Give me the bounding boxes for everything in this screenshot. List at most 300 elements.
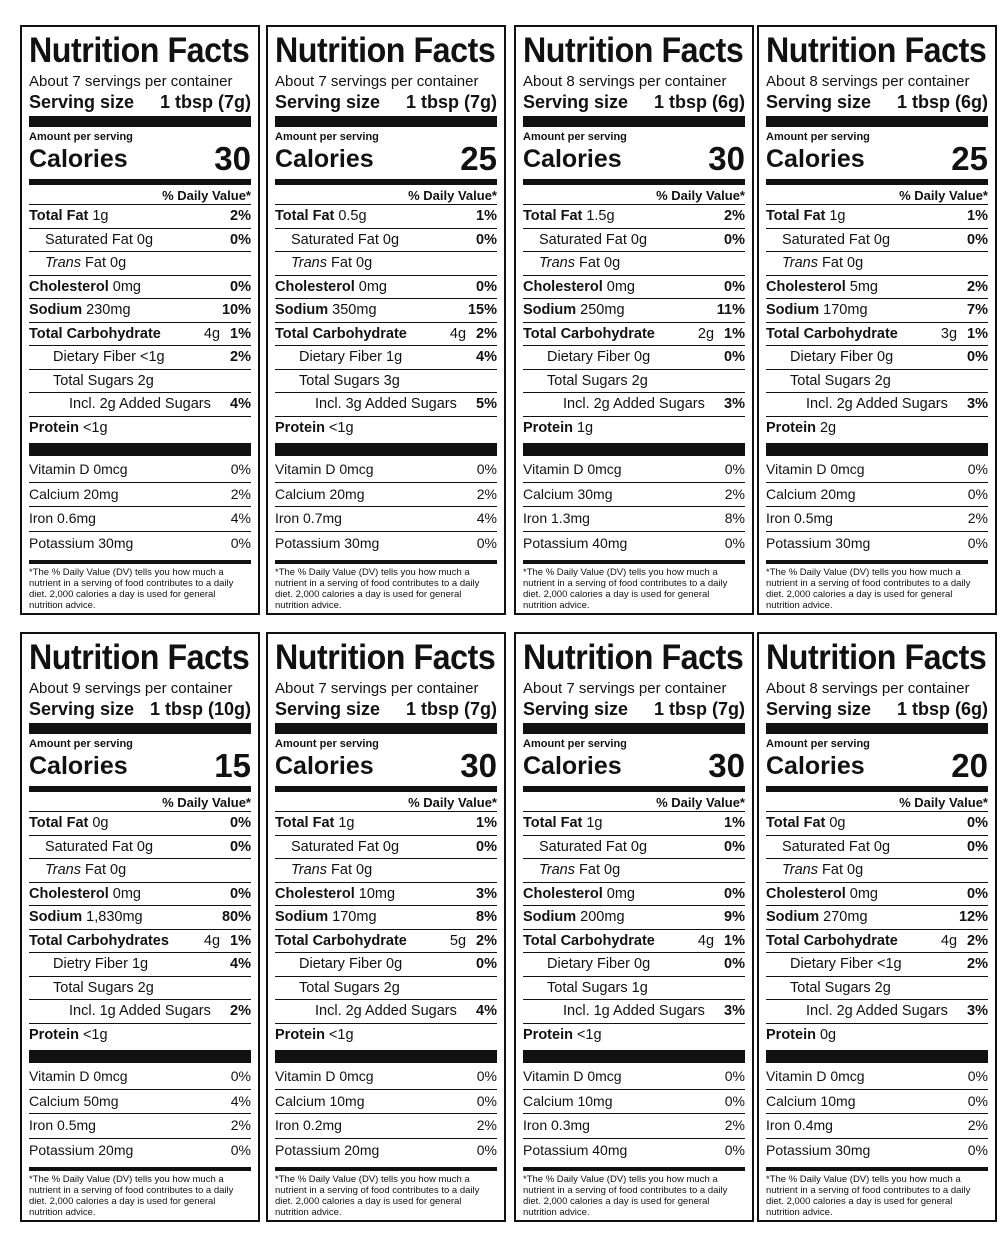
sodium-row [523, 906, 745, 930]
daily-value: 3% [724, 1003, 745, 1019]
nutrient-text: Calcium 20mg [275, 485, 365, 502]
carbohydrate-row [766, 930, 988, 954]
vitamins-section [766, 458, 988, 555]
daily-value: 4% [230, 396, 251, 412]
daily-value: 0% [724, 1141, 745, 1158]
daily-value: 2% [476, 325, 497, 342]
daily-value: 0% [724, 231, 745, 248]
daily-value: 0% [230, 885, 251, 902]
nutrient-name: Total Fat [766, 815, 826, 831]
calories-label: Calories [523, 145, 622, 173]
daily-value: 1% [967, 325, 988, 342]
amount-per-serving: Amount per serving [29, 738, 133, 750]
servings-per-container: About 8 servings per container [766, 73, 970, 90]
nutrient-text: Calcium 10mg [766, 1092, 856, 1109]
serving-size-row [275, 91, 497, 113]
calories-value: 15 [214, 747, 251, 784]
daily-value: 5% [476, 396, 497, 412]
nutrient-amount: 4g [203, 932, 221, 949]
nutrient-text: Incl. 1g Added Sugars [69, 1003, 211, 1019]
nutrient-text: Dietary Fiber 0g [547, 956, 651, 972]
nutrient-text: Vitamin D 0mcg [523, 461, 622, 477]
thick-divider [766, 723, 988, 734]
protein-row [766, 1024, 988, 1047]
sodium-row [29, 906, 251, 930]
nutrient-amount: 4g [697, 932, 715, 949]
nutrient-name: Sodium [275, 302, 329, 318]
potassium-row [766, 532, 988, 556]
nutrient-name: Cholesterol [275, 885, 355, 902]
total-sugars-row [29, 977, 251, 1001]
nutrient-amount: 0g [873, 231, 891, 248]
nutrient-amount: <1g [328, 419, 354, 436]
nutrient-name: Trans [539, 255, 575, 271]
label-title: Nutrition Facts [523, 638, 744, 677]
calories-row [275, 747, 497, 784]
serving-size-value: 1 tbsp (6g) [896, 699, 988, 719]
trans-fat-row [523, 252, 745, 276]
daily-value: 0% [967, 1141, 988, 1158]
carbohydrate-row [275, 930, 497, 954]
nutrient-name: Sodium [523, 909, 577, 925]
iron-row [29, 1114, 251, 1139]
daily-value: 0% [230, 534, 251, 551]
added-sugars-row [275, 393, 497, 416]
servings-per-container: About 7 servings per container [275, 680, 479, 697]
serving-size-row [29, 91, 251, 113]
thick-divider [275, 723, 497, 734]
footnote: *The % Daily Value (DV) tells you how much a nutrient in a serving of food contributes to a daily diet. 2,000 calories a day is used for general nutrition advice. [523, 560, 745, 611]
nutrient-amount: 0.5g [338, 208, 367, 224]
trans-fat-row [766, 252, 988, 276]
label-title: Nutrition Facts [275, 31, 496, 70]
medium-divider [523, 786, 745, 792]
total-fat-row [29, 812, 251, 836]
daily-value: 0% [476, 1068, 497, 1084]
nutrient-name: Total Fat [29, 815, 89, 831]
nutrient-text: Total Sugars 2g [53, 979, 154, 996]
nutrient-name: Total Fat [29, 208, 89, 224]
calories-label: Calories [29, 145, 128, 173]
amount-per-serving: Amount per serving [523, 131, 627, 143]
vitamin-d-row [275, 1065, 497, 1090]
daily-value-header: % Daily Value* [275, 794, 497, 812]
nutrient-amount: Fat 0g [331, 255, 373, 271]
calories-label: Calories [29, 752, 128, 780]
nutrition-label [514, 25, 754, 615]
footnote: *The % Daily Value (DV) tells you how much a nutrient in a serving of food contributes to a daily diet. 2,000 calories a day is used for general nutrition advice. [29, 1167, 251, 1218]
vitamins-section [29, 458, 251, 555]
nutrient-name: Trans [539, 862, 575, 878]
nutrient-text: Total Sugars 2g [53, 372, 154, 389]
calories-value: 25 [951, 140, 988, 177]
nutrient-amount: 0g [873, 838, 891, 855]
nutrient-amount: 250mg [580, 302, 625, 318]
amount-per-serving: Amount per serving [766, 131, 870, 143]
nutrient-text: Potassium 40mg [523, 1141, 628, 1158]
cholesterol-row [766, 276, 988, 300]
nutrient-amount: Fat 0g [822, 255, 864, 271]
added-sugars-row [275, 1000, 497, 1023]
nutrient-text: Iron 0.6mg [29, 510, 96, 526]
nutrient-text: Total Sugars 1g [547, 979, 648, 996]
dietary-fiber-row [29, 953, 251, 977]
nutrient-name: Total Carbohydrate [766, 932, 898, 949]
footnote: *The % Daily Value (DV) tells you how much a nutrient in a serving of food contributes to a daily diet. 2,000 calories a day is used for general nutrition advice. [29, 560, 251, 611]
daily-value: 0% [476, 278, 497, 295]
nutrient-amount: Fat 0g [579, 255, 621, 271]
calories-value: 25 [460, 140, 497, 177]
serving-size-value: 1 tbsp (10g) [149, 699, 251, 719]
daily-value: 0% [230, 461, 251, 477]
nutrient-name: Sodium [766, 909, 820, 925]
nutrient-amount: 270mg [823, 909, 868, 925]
daily-value: 0% [967, 534, 988, 551]
thick-divider [523, 1050, 745, 1063]
nutrient-text: Dietry Fiber 1g [53, 956, 149, 972]
nutrient-text: Calcium 50mg [29, 1092, 119, 1109]
nutrient-amount: Fat 0g [579, 862, 621, 878]
cholesterol-row [523, 883, 745, 907]
daily-value: 2% [230, 208, 251, 224]
servings-per-container: About 7 servings per container [275, 73, 479, 90]
daily-value: 1% [230, 325, 251, 342]
daily-value: 0% [967, 838, 988, 855]
total-sugars-row [523, 977, 745, 1001]
thick-divider [766, 443, 988, 456]
daily-value: 0% [476, 461, 497, 477]
nutrient-amount: <1g [328, 1026, 354, 1043]
calories-label: Calories [275, 145, 374, 173]
daily-value: 15% [467, 302, 497, 318]
total-sugars-row [766, 370, 988, 394]
nutrition-label [757, 25, 997, 615]
vitamin-d-row [523, 1065, 745, 1090]
protein-row [275, 417, 497, 440]
cholesterol-row [766, 883, 988, 907]
total-fat-row [29, 205, 251, 229]
nutrient-name: Protein [275, 419, 325, 436]
sodium-row [766, 299, 988, 323]
serving-size-row [766, 698, 988, 720]
nutrient-text: Incl. 2g Added Sugars [806, 396, 948, 412]
amount-per-serving: Amount per serving [766, 738, 870, 750]
daily-value: 2% [967, 956, 988, 972]
vitamin-d-row [29, 1065, 251, 1090]
nutrient-amount: 0g [630, 231, 648, 248]
calcium-row [275, 483, 497, 508]
carbohydrate-row [766, 323, 988, 347]
nutrient-name: Total Carbohydrate [523, 325, 655, 342]
nutrient-name: Cholesterol [275, 278, 355, 295]
nutrient-name: Sodium [275, 909, 329, 925]
nutrient-amount: 4g [449, 325, 467, 342]
footnote: *The % Daily Value (DV) tells you how much a nutrient in a serving of food contributes to a daily diet. 2,000 calories a day is used for general nutrition advice. [523, 1167, 745, 1218]
nutrient-text: Total Sugars 2g [299, 979, 400, 996]
daily-value: 2% [476, 932, 497, 949]
nutrient-name: Cholesterol [523, 885, 603, 902]
nutrient-amount: 0g [136, 231, 154, 248]
thick-divider [29, 1050, 251, 1063]
serving-size-label: Serving size [29, 699, 135, 719]
total-sugars-row [766, 977, 988, 1001]
nutrient-text: Calcium 10mg [275, 1092, 365, 1109]
daily-value: 0% [967, 349, 988, 365]
thick-divider [275, 443, 497, 456]
serving-size-label: Serving size [275, 699, 381, 719]
serving-size-label: Serving size [29, 92, 135, 112]
vitamins-section [523, 1065, 745, 1162]
trans-fat-row [29, 859, 251, 883]
nutrient-amount: 1g [586, 815, 603, 831]
nutrient-text: Iron 0.5mg [29, 1117, 96, 1133]
nutrient-text: Potassium 30mg [766, 534, 871, 551]
sodium-row [766, 906, 988, 930]
daily-value-header: % Daily Value* [766, 187, 988, 205]
nutrient-amount: 4g [203, 325, 221, 342]
calories-row [275, 140, 497, 177]
daily-value: 0% [724, 1068, 745, 1084]
nutrient-name: Total Carbohydrate [275, 932, 407, 949]
daily-value: 12% [958, 909, 988, 925]
calories-value: 30 [460, 747, 497, 784]
thick-divider [523, 116, 745, 127]
nutrient-name: Total Carbohydrate [275, 325, 407, 342]
daily-value-header: % Daily Value* [523, 187, 745, 205]
dietary-fiber-row [29, 346, 251, 370]
nutrition-label [20, 25, 260, 615]
calcium-row [523, 483, 745, 508]
carbohydrate-row [275, 323, 497, 347]
cholesterol-row [523, 276, 745, 300]
daily-value: 0% [724, 349, 745, 365]
medium-divider [29, 786, 251, 792]
vitamins-section [29, 1065, 251, 1162]
nutrient-amount: 170mg [823, 302, 868, 318]
potassium-row [275, 1139, 497, 1163]
nutrient-amount: 5mg [849, 278, 878, 295]
nutrient-name: Total Carbohydrates [29, 932, 169, 949]
label-title: Nutrition Facts [29, 31, 250, 70]
nutrient-amount: <1g [82, 1026, 108, 1043]
total-sugars-row [523, 370, 745, 394]
vitamin-d-row [766, 1065, 988, 1090]
medium-divider [766, 179, 988, 185]
carbohydrate-row [29, 930, 251, 954]
daily-value: 4% [230, 510, 251, 526]
label-title: Nutrition Facts [275, 638, 496, 677]
vitamins-section [766, 1065, 988, 1162]
calories-value: 30 [708, 747, 745, 784]
nutrient-name: Cholesterol [523, 278, 603, 295]
serving-size-value: 1 tbsp (7g) [653, 699, 745, 719]
total-fat-row [766, 205, 988, 229]
nutrient-text: Potassium 20mg [29, 1141, 134, 1158]
nutrient-amount: 170mg [332, 909, 377, 925]
sodium-row [275, 299, 497, 323]
servings-per-container: About 7 servings per container [29, 73, 233, 90]
daily-value-header: % Daily Value* [523, 794, 745, 812]
nutrient-amount: 3g [940, 325, 958, 342]
medium-divider [29, 179, 251, 185]
daily-value: 0% [476, 838, 497, 855]
nutrient-text: Total Sugars 3g [299, 372, 400, 389]
daily-value: 0% [230, 1141, 251, 1158]
nutrient-amount: 0mg [358, 278, 387, 295]
nutrition-label [514, 632, 754, 1222]
daily-value: 0% [230, 1068, 251, 1084]
serving-size-row [275, 698, 497, 720]
thick-divider [766, 1050, 988, 1063]
nutrient-amount: 1g [829, 208, 846, 224]
daily-value: 0% [967, 1068, 988, 1084]
thick-divider [275, 116, 497, 127]
nutrient-amount: 230mg [86, 302, 131, 318]
daily-value: 0% [967, 231, 988, 248]
footnote: *The % Daily Value (DV) tells you how much a nutrient in a serving of food contributes to a daily diet. 2,000 calories a day is used for general nutrition advice. [275, 560, 497, 611]
footnote: *The % Daily Value (DV) tells you how much a nutrient in a serving of food contributes to a daily diet. 2,000 calories a day is used for general nutrition advice. [766, 560, 988, 611]
daily-value: 2% [724, 1117, 745, 1133]
nutrient-name: Cholesterol [29, 885, 109, 902]
dietary-fiber-row [275, 346, 497, 370]
cholesterol-row [29, 276, 251, 300]
potassium-row [29, 1139, 251, 1163]
daily-value: 0% [230, 231, 251, 248]
daily-value: 0% [476, 231, 497, 248]
calories-label: Calories [523, 752, 622, 780]
label-title: Nutrition Facts [766, 31, 987, 70]
daily-value: 1% [476, 208, 497, 224]
nutrient-amount: 0mg [849, 885, 878, 902]
dietary-fiber-row [766, 953, 988, 977]
nutrient-text: Vitamin D 0mcg [275, 461, 374, 477]
nutrient-name: Cholesterol [766, 278, 846, 295]
nutrient-name: Saturated Fat [45, 231, 133, 248]
nutrient-name: Total Fat [275, 208, 335, 224]
nutrient-amount: 1g [576, 419, 594, 436]
added-sugars-row [523, 393, 745, 416]
nutrient-name: Protein [29, 1026, 79, 1043]
daily-value: 0% [967, 885, 988, 902]
nutrient-name: Saturated Fat [782, 838, 870, 855]
nutrient-text: Incl. 2g Added Sugars [69, 396, 211, 412]
saturated-fat-row [523, 229, 745, 253]
nutrient-text: Vitamin D 0mcg [275, 1068, 374, 1084]
carbohydrate-row [523, 323, 745, 347]
nutrient-name: Total Fat [766, 208, 826, 224]
trans-fat-row [766, 859, 988, 883]
calories-row [29, 747, 251, 784]
daily-value: 0% [230, 815, 251, 831]
nutrient-amount: 0mg [606, 278, 635, 295]
nutrient-text: Vitamin D 0mcg [29, 461, 128, 477]
nutrient-text: Vitamin D 0mcg [523, 1068, 622, 1084]
daily-value: 4% [230, 956, 251, 972]
potassium-row [275, 532, 497, 556]
medium-divider [275, 786, 497, 792]
total-fat-row [275, 205, 497, 229]
amount-per-serving: Amount per serving [275, 131, 379, 143]
medium-divider [275, 179, 497, 185]
nutrient-amount: <1g [576, 1026, 602, 1043]
calories-label: Calories [766, 145, 865, 173]
nutrient-text: Dietary Fiber 0g [790, 349, 894, 365]
daily-value: 1% [230, 932, 251, 949]
added-sugars-row [766, 1000, 988, 1023]
nutrient-text: Potassium 30mg [29, 534, 134, 551]
daily-value: 2% [476, 485, 497, 502]
serving-size-row [766, 91, 988, 113]
daily-value: 0% [724, 1092, 745, 1109]
nutrient-name: Sodium [523, 302, 577, 318]
nutrient-name: Trans [45, 255, 81, 271]
nutrient-name: Sodium [29, 302, 83, 318]
total-fat-row [523, 205, 745, 229]
daily-value: 8% [724, 510, 745, 526]
total-fat-row [766, 812, 988, 836]
daily-value: 2% [230, 485, 251, 502]
nutrient-text: Potassium 40mg [523, 534, 628, 551]
nutrient-name: Trans [782, 255, 818, 271]
daily-value: 0% [230, 278, 251, 295]
nutrient-amount: 0g [382, 838, 400, 855]
nutrient-text: Calcium 20mg [29, 485, 119, 502]
daily-value: 2% [967, 1117, 988, 1133]
protein-row [29, 1024, 251, 1047]
protein-row [766, 417, 988, 440]
daily-value: 2% [724, 208, 745, 224]
nutrient-text: Iron 0.5mg [766, 510, 833, 526]
calcium-row [29, 1090, 251, 1115]
daily-value: 0% [476, 534, 497, 551]
nutrient-name: Sodium [29, 909, 83, 925]
nutrient-amount: 1g [92, 208, 109, 224]
nutrient-text: Dietary Fiber 0g [299, 956, 403, 972]
amount-per-serving: Amount per serving [29, 131, 133, 143]
nutrient-text: Iron 0.4mg [766, 1117, 833, 1133]
daily-value: 0% [724, 278, 745, 295]
nutrient-text: Incl. 2g Added Sugars [315, 1003, 457, 1019]
calcium-row [523, 1090, 745, 1115]
serving-size-value: 1 tbsp (7g) [405, 699, 497, 719]
nutrient-amount: 0g [382, 231, 400, 248]
nutrient-name: Total Carbohydrate [29, 325, 161, 342]
dietary-fiber-row [275, 953, 497, 977]
nutrient-name: Trans [291, 255, 327, 271]
trans-fat-row [29, 252, 251, 276]
daily-value-header: % Daily Value* [29, 187, 251, 205]
trans-fat-row [275, 252, 497, 276]
vitamin-d-row [523, 458, 745, 483]
serving-size-label: Serving size [766, 699, 872, 719]
nutrient-amount: 2g [819, 419, 837, 436]
thick-divider [29, 116, 251, 127]
nutrient-amount: <1g [82, 419, 108, 436]
nutrient-text: Incl. 2g Added Sugars [563, 396, 705, 412]
iron-row [766, 507, 988, 532]
nutrient-name: Cholesterol [766, 885, 846, 902]
nutrient-name: Saturated Fat [291, 231, 379, 248]
daily-value: 0% [476, 956, 497, 972]
protein-row [29, 417, 251, 440]
nutrient-name: Trans [45, 862, 81, 878]
serving-size-label: Serving size [766, 92, 872, 112]
thick-divider [29, 443, 251, 456]
label-title: Nutrition Facts [29, 638, 250, 677]
thick-divider [275, 1050, 497, 1063]
saturated-fat-row [29, 229, 251, 253]
vitamins-section [275, 458, 497, 555]
